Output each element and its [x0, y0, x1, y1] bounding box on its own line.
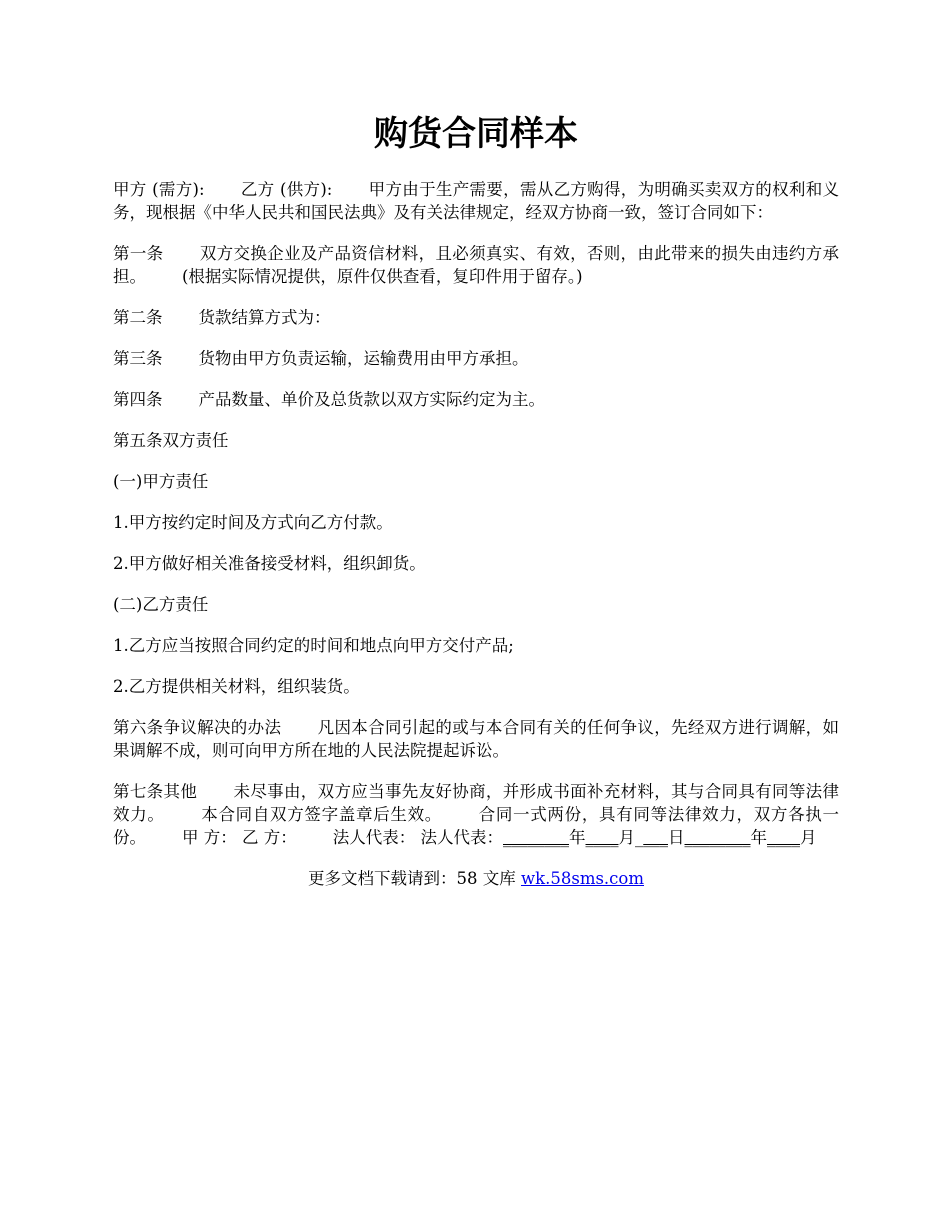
article-3 [113, 347, 839, 370]
article-4-text: 产品数量、单价及总货款以双方实际约定为主。 [198, 390, 545, 409]
day-label: 日 [668, 828, 685, 847]
download-footer [113, 867, 839, 890]
party-a-label: 甲方 (需方): [113, 180, 205, 199]
blank-month-1: ____ [585, 828, 619, 847]
party-b-duty-2: 2.乙方提供相关材料，组织装货。 [113, 677, 360, 696]
article-6 [113, 716, 839, 762]
month-label-2: 月 [800, 828, 817, 847]
document-title: 购货合同样本 [374, 114, 578, 154]
footer-text: 更多文档下载请到：58 文库 [307, 869, 521, 888]
party-b-duties-heading: (二)乙方责任 [113, 595, 209, 614]
intro-paragraph [113, 178, 839, 224]
party-b-label: 乙方 (供方): [240, 180, 333, 199]
document-page [113, 110, 839, 908]
article-7-text-3: 合同一式两份，具有同等法律效力，双方各执一份。 [113, 805, 840, 847]
month-label-1: 月 [618, 828, 635, 847]
article-7-text-1: 未尽事由，双方应当事先友好协商，并形成书面补充材料，其与合同具有同等法律效力。 [113, 782, 840, 824]
trailing-underscore: _ [635, 828, 644, 847]
year-label-2: 年 [750, 828, 767, 847]
article-3-text: 货物由甲方负责运输，运输费用由甲方承担。 [198, 349, 529, 368]
party-b-duty-1: 1.乙方应当按照合同约定的时间和地点向甲方交付产品; [113, 636, 514, 655]
article-2-heading: 第二条 [113, 308, 163, 327]
article-7-heading: 第七条其他 [113, 782, 198, 801]
article-2-text: 货款结算方式为： [198, 308, 331, 327]
article-1-heading: 第一条 [113, 244, 164, 263]
article-1-text: 双方交换企业及产品资信材料，且必须真实、有效，否则，由此带来的损失由违约方承担。 [113, 244, 840, 286]
article-2 [113, 306, 839, 329]
legal-rep-1: 法人代表： [332, 828, 416, 847]
legal-rep-2: 法人代表： [420, 828, 503, 847]
article-4-heading: 第四条 [113, 390, 163, 409]
article-7 [113, 780, 839, 849]
article-4 [113, 388, 839, 411]
article-3-heading: 第三条 [113, 349, 163, 368]
blank-year-1: ________ [503, 828, 569, 847]
year-label-1: 年 [569, 828, 586, 847]
party-a-duty-2: 2.甲方做好相关准备接受材料，组织卸货。 [113, 554, 426, 573]
article-7-text-2: 本合同自双方签字盖章后生效。 [200, 805, 442, 824]
blank-month-2: ____ [767, 828, 800, 847]
footer-link[interactable]: wk.58sms.com [520, 869, 644, 888]
signature-party-a: 甲 方： [182, 828, 237, 847]
article-5-heading: 第五条双方责任 [113, 431, 229, 450]
article-6-text: 凡因本合同引起的或与本合同有关的任何争议，先经双方进行调解，如果调解不成，则可向甲方所在地的人民法院提起诉讼。 [113, 718, 840, 760]
party-a-duty-1: 1.甲方按约定时间及方式向乙方付款。 [113, 513, 393, 532]
blank-year-2: ________ [684, 828, 751, 847]
intro-text: 甲方由于生产需要，需从乙方购得，为明确买卖双方的权利和义务，现根据《中华人民共和国民法典》及有关法律规定，经双方协商一致，签订合同如下： [113, 180, 839, 222]
signature-party-b: 乙 方： [242, 828, 297, 847]
article-6-heading: 第六条争议解决的办法 [113, 718, 282, 737]
party-a-duties-heading: (一)甲方责任 [113, 472, 209, 491]
blank-day: ___ [643, 828, 668, 847]
article-1 [113, 242, 839, 288]
article-1-note: (根据实际情况提供，原件仅供查看，复印件用于留存。) [182, 267, 583, 286]
